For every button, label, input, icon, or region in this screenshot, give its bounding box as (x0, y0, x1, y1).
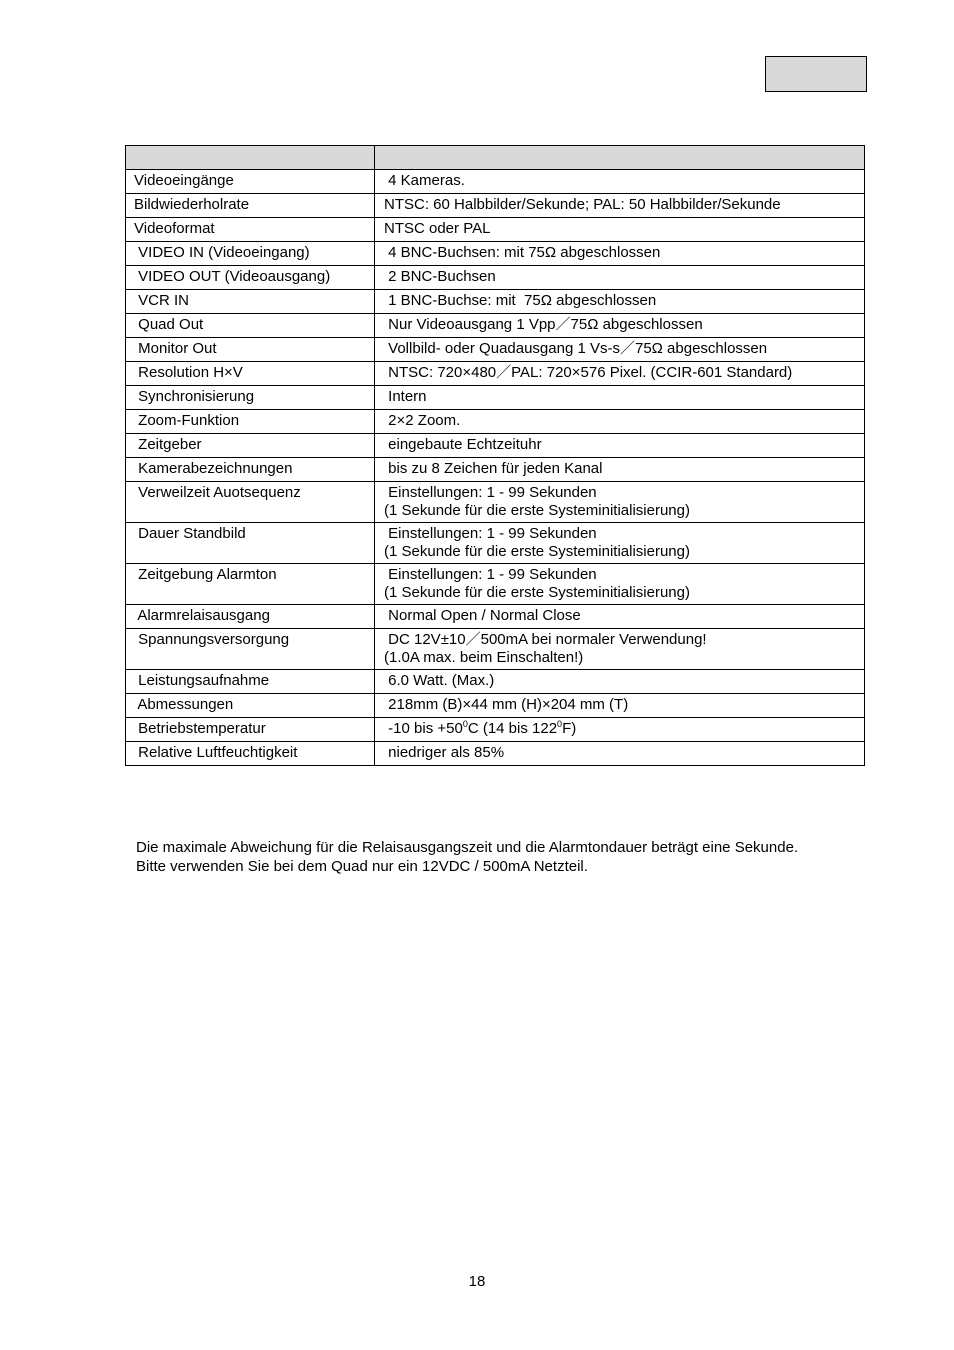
spec-label-text: Resolution H×V (134, 364, 243, 381)
note-line: Bitte verwenden Sie bei dem Quad nur ein 12VDC / 500mA Netzteil. (136, 858, 588, 875)
spec-value-line: Einstellungen: 1 - 99 Sekunden (384, 484, 597, 501)
table-row (126, 605, 865, 629)
spec-label-text: Alarmrelaisausgang (134, 607, 270, 624)
spec-label-text: VIDEO IN (Videoeingang) (134, 244, 310, 261)
spec-label-text: Dauer Standbild (134, 525, 246, 542)
spec-value-line: Nur Videoausgang 1 Vpp／75Ω abgeschlossen (384, 316, 703, 333)
spec-value (375, 482, 865, 523)
spec-label (126, 434, 375, 458)
spec-label (126, 458, 375, 482)
spec-value (375, 338, 865, 362)
spec-value (375, 742, 865, 766)
table-row (126, 386, 865, 410)
spec-value (375, 629, 865, 670)
spec-label-text: Relative Luftfeuchtigkeit (134, 744, 298, 761)
spec-label-text: Leistungsaufnahme (134, 672, 270, 689)
spec-value-line: 2 BNC-Buchsen (384, 268, 496, 285)
spec-label-text: Verweilzeit Auotsequenz (134, 484, 301, 501)
spec-value (375, 670, 865, 694)
spec-label-text: Quad Out (134, 316, 204, 333)
spec-value-line: 2×2 Zoom. (384, 412, 461, 429)
spec-value-line (384, 720, 856, 738)
table-row (126, 266, 865, 290)
spec-value-line: Intern (384, 388, 427, 405)
spec-value-line: 4 Kameras. (384, 172, 465, 189)
spec-table-header (126, 146, 865, 170)
degree-superscript: 0 (462, 719, 468, 729)
spec-value (375, 434, 865, 458)
spec-value (375, 523, 865, 564)
spec-value (375, 266, 865, 290)
spec-value (375, 386, 865, 410)
spec-label (126, 266, 375, 290)
spec-value (375, 694, 865, 718)
spec-value-line: niedriger als 85% (384, 744, 505, 761)
table-row (126, 242, 865, 266)
table-row (126, 458, 865, 482)
spec-label (126, 670, 375, 694)
spec-value (375, 314, 865, 338)
table-row (126, 170, 865, 194)
spec-value-line: 4 BNC-Buchsen: mit 75Ω abgeschlossen (384, 244, 661, 261)
spec-value (375, 362, 865, 386)
spec-label (126, 523, 375, 564)
spec-value-line: 218mm (B)×44 mm (H)×204 mm (T) (384, 696, 629, 713)
spec-label-text: Zeitgeber (134, 436, 202, 453)
spec-label (126, 218, 375, 242)
spec-value-line: bis zu 8 Zeichen für jeden Kanal (384, 460, 603, 477)
spec-label (126, 170, 375, 194)
spec-label (126, 386, 375, 410)
spec-value-part: C (14 bis 122 (467, 720, 558, 737)
corner-label-box (765, 56, 867, 92)
table-row (126, 410, 865, 434)
spec-label-text: Bildwiederholrate (134, 196, 250, 213)
spec-label (126, 314, 375, 338)
spec-label (126, 242, 375, 266)
spec-label-text: Kamerabezeichnungen (134, 460, 293, 477)
spec-value (375, 605, 865, 629)
spec-label-text: Spannungsversorgung (134, 631, 290, 648)
spec-value-line: NTSC: 720×480／PAL: 720×576 Pixel. (CCIR-601 Standard) (384, 364, 793, 381)
spec-label (126, 410, 375, 434)
table-row (126, 434, 865, 458)
header-cell-label (126, 146, 375, 170)
spec-value (375, 242, 865, 266)
spec-label (126, 290, 375, 314)
spec-label (126, 629, 375, 670)
spec-value-line: (1 Sekunde für die erste Systeminitialisierung) (384, 584, 690, 601)
spec-value (375, 410, 865, 434)
spec-label (126, 564, 375, 605)
spec-value-line: DC 12V±10／500mA bei normaler Verwendung! (384, 631, 707, 648)
spec-label (126, 482, 375, 523)
spec-value-line: Vollbild- oder Quadausgang 1 Vs-s／75Ω abgeschlossen (384, 340, 768, 357)
spec-label (126, 338, 375, 362)
spec-label-text: VCR IN (134, 292, 190, 309)
spec-value-line: Einstellungen: 1 - 99 Sekunden (384, 566, 597, 583)
degree-superscript: 0 (557, 719, 563, 729)
spec-label (126, 605, 375, 629)
table-row (126, 290, 865, 314)
header-cell-value (375, 146, 865, 170)
spec-value-line: (1 Sekunde für die erste Systeminitialisierung) (384, 502, 690, 519)
table-row (126, 362, 865, 386)
spec-label (126, 362, 375, 386)
spec-label (126, 694, 375, 718)
table-row (126, 218, 865, 242)
spec-value-line: (1.0A max. beim Einschalten!) (384, 649, 584, 666)
spec-label-text: Videoeingänge (134, 172, 234, 189)
spec-label-text: VIDEO OUT (Videoausgang) (134, 268, 331, 285)
spec-label-text: Synchronisierung (134, 388, 255, 405)
spec-value (375, 170, 865, 194)
table-row (126, 670, 865, 694)
table-row (126, 694, 865, 718)
spec-label-text: Betriebstemperatur (134, 720, 266, 737)
table-row (126, 742, 865, 766)
table-row (126, 718, 865, 742)
spec-value-line: Einstellungen: 1 - 99 Sekunden (384, 525, 597, 542)
spec-value (375, 290, 865, 314)
spec-value-line: NTSC oder PAL (384, 220, 491, 237)
spec-label-text: Monitor Out (134, 340, 217, 357)
spec-value (375, 218, 865, 242)
table-row (126, 629, 865, 670)
note-line: Die maximale Abweichung für die Relaisausgangszeit und die Alarmtondauer beträgt eine Sekunde. (136, 839, 799, 856)
spec-table (125, 145, 865, 766)
spec-label-text: Zeitgebung Alarmton (134, 566, 277, 583)
spec-value-line: eingebaute Echtzeituhr (384, 436, 542, 453)
spec-value-part: F) (562, 720, 577, 737)
table-row (126, 482, 865, 523)
spec-label-text: Videoformat (134, 220, 215, 237)
spec-label-text: Zoom-Funktion (134, 412, 240, 429)
spec-label (126, 194, 375, 218)
table-row (126, 523, 865, 564)
spec-value (375, 194, 865, 218)
spec-table-body (126, 170, 865, 766)
spec-value (375, 718, 865, 742)
page-number: 18 (468, 1273, 486, 1290)
spec-value-part: -10 bis +50 (384, 720, 463, 737)
spec-label-text: Abmessungen (134, 696, 234, 713)
spec-value-line: 6.0 Watt. (Max.) (384, 672, 495, 689)
table-row (126, 314, 865, 338)
table-row (126, 338, 865, 362)
table-row (126, 194, 865, 218)
spec-label (126, 742, 375, 766)
spec-value-line: Normal Open / Normal Close (384, 607, 581, 624)
spec-value-line: 1 BNC-Buchse: mit 75Ω abgeschlossen (384, 292, 657, 309)
spec-value-line: (1 Sekunde für die erste Systeminitialisierung) (384, 543, 690, 560)
spec-value (375, 564, 865, 605)
spec-value (375, 458, 865, 482)
table-row (126, 564, 865, 605)
spec-label (126, 718, 375, 742)
spec-value-line: NTSC: 60 Halbbilder/Sekunde; PAL: 50 Halbbilder/Sekunde (384, 196, 781, 213)
notes (136, 838, 896, 876)
